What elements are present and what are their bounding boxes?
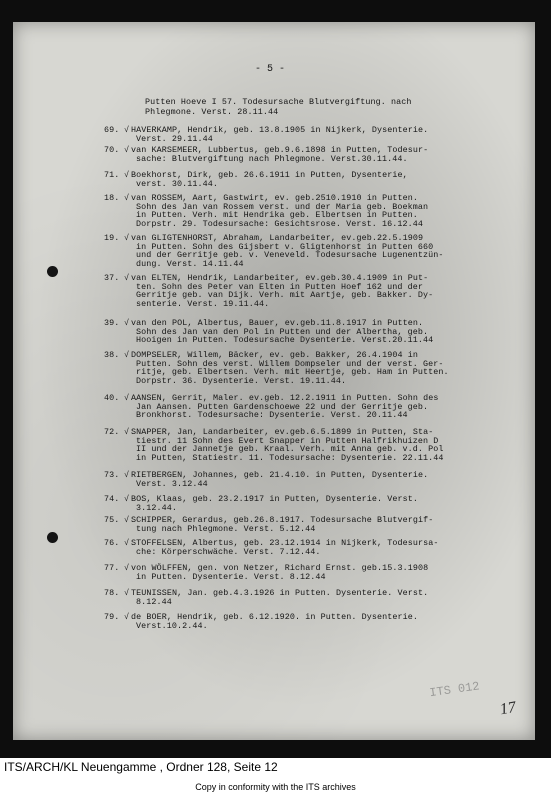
entry-number: 71. [104, 170, 120, 180]
entry-line: Gerritje geb. van Dijk. Verh. mit Aartje, geb. Bakker. Dy- [136, 290, 434, 301]
entry-number: 78. [104, 588, 120, 598]
entry-line: AANSEN, Gerrit, Maler. ev.geb. 12.2.1911 in Putten. Sohn des [131, 393, 439, 403]
entry-number: 73. [104, 470, 120, 480]
entry-number: 18. [104, 193, 120, 203]
check-mark-icon: √ [124, 145, 130, 155]
entry-line: Jan Aansen. Putten Gardenschoewe 22 und der Gerritje geb. [136, 401, 429, 412]
entry-line: senterie. Verst. 19.11.44. [136, 298, 270, 309]
entry-line: Bronkhorst. Todesursache: Dysenterie. Verst. 20.11.44 [136, 410, 408, 421]
entry-line: BOS, Klaas, geb. 23.2.1917 in Putten, Dysenterie. Verst. [131, 494, 419, 504]
entry-line: dung. Verst. 14.11.44 [136, 258, 244, 269]
intro-line: Phlegmone. Verst. 28.11.44 [145, 107, 279, 117]
entry-line: HAVERKAMP, Hendrik, geb. 13.8.1905 in Nijkerk, Dysenterie. [131, 125, 429, 135]
entry-line: STOFFELSEN, Albertus, geb. 23.12.1914 in Nijkerk, Todesursa- [131, 538, 439, 548]
entry-line: SNAPPER, Jan, Landarbeiter, ev.geb.6.5.1899 in Putten, Sta- [131, 427, 434, 437]
entry-line: ten. Sohn des Peter van Elten in Putten Hoef 162 und der [136, 281, 424, 292]
entry-line: tung nach Phlegmone. Verst. 5.12.44 [136, 523, 316, 534]
handwritten-page-mark: 17 [498, 698, 518, 719]
entry-line: van GLIGTENHORST, Abraham, Landarbeiter, ev.geb.22.5.1909 [131, 233, 424, 243]
entry-number: 19. [104, 233, 120, 243]
check-mark-icon: √ [124, 393, 130, 403]
punch-hole-top [47, 266, 58, 277]
entry-line: ritje, geb. Elbertsen. Verh. mit Heertje, geb. Ham in Putten. [136, 367, 449, 378]
entry-line: TEUNISSEN, Jan. geb.4.3.1926 in Putten. Dysenterie. Verst. [131, 588, 429, 598]
entry-line: van ELTEN, Hendrik, Landarbeiter, ev.geb.30.4.1909 in Put- [131, 273, 429, 283]
entry-line: tiestr. 11 Sohn des Evert Snapper in Putten Halfrikhuizen D [136, 435, 439, 446]
entry-number: 74. [104, 494, 120, 504]
check-mark-icon: √ [124, 612, 130, 622]
entry-number: 76. [104, 538, 120, 548]
entry-number: 38. [104, 350, 120, 360]
entry-line: in Putten. Sohn des Gijsbert v. Gligtenhorst in Putten 660 [136, 241, 434, 252]
entry-line: von WÖLFFEN, gen. von Netzer, Richard Ernst. geb.15.3.1908 [131, 563, 429, 573]
entry-line: Dorpstr. 36. Dysenterie. Verst. 19.11.44. [136, 375, 347, 386]
check-mark-icon: √ [124, 470, 130, 480]
entry-line: Boekhorst, Dirk, geb. 26.6.1911 in Putten, Dysenterie, [131, 170, 408, 180]
entry-number: 39. [104, 318, 120, 328]
entry-line: Dorpstr. 29. Todesursache: Gesichtsrose. Verst. 16.12.44 [136, 218, 424, 229]
punch-hole-bottom [47, 532, 58, 543]
check-mark-icon: √ [124, 273, 130, 283]
entry-line: de BOER, Hendrik, geb. 6.12.1920. in Putten. Dysenterie. [131, 612, 419, 622]
check-mark-icon: √ [124, 233, 130, 243]
entry-line: in Putten. Verh. mit Hendrika geb. Elbertsen in Putten. [136, 210, 418, 221]
entry-line: in Putten. Dysenterie. Verst. 8.12.44 [136, 571, 326, 582]
entry-line: sache: Blutvergiftung nach Phlegmone. Verst.30.11.44. [136, 153, 408, 164]
entry-line: che: Körperschwäche. Verst. 7.12.44. [136, 546, 321, 557]
entry-line: Verst. 29.11.44 [136, 133, 213, 144]
entry-number: 75. [104, 515, 120, 525]
check-mark-icon: √ [124, 125, 130, 135]
entry-number: 72. [104, 427, 120, 437]
entry-line: Sohn des Jan van den Pol in Putten und der Albertha, geb. [136, 326, 429, 337]
entry-number: 37. [104, 273, 120, 283]
check-mark-icon: √ [124, 515, 130, 525]
entry-number: 79. [104, 612, 120, 622]
check-mark-icon: √ [124, 538, 130, 548]
check-mark-icon: √ [124, 350, 130, 360]
check-mark-icon: √ [124, 193, 130, 203]
entry-number: 77. [104, 563, 120, 573]
entry-line: Putten. Sohn des verst. Willem Dompseler und der verst. Ger- [136, 358, 444, 369]
archive-stamp: ITS 012 [428, 679, 481, 701]
entry-line: van ROSSEM, Aart, Gastwirt, ev. geb.2510.1910 in Putten. [131, 193, 419, 203]
check-mark-icon: √ [124, 588, 130, 598]
entry-line: van KARSEMEER, Lubbertus, geb.9.6.1898 in Putten, Todesur- [131, 145, 429, 155]
check-mark-icon: √ [124, 318, 130, 328]
entry-line: Verst. 3.12.44 [136, 478, 208, 489]
entry-line: 8.12.44 [136, 596, 172, 607]
archive-caption: ITS/ARCH/KL Neuengamme , Ordner 128, Seite 12 [4, 760, 278, 774]
entry-line: Verst.10.2.44. [136, 620, 208, 631]
entry-line: SCHIPPER, Gerardus, geb.26.8.1917. Todesursache Blutvergif- [131, 515, 434, 525]
entry-number: 69. [104, 125, 120, 135]
check-mark-icon: √ [124, 170, 130, 180]
intro-line: Putten Hoeve I 57. Todesursache Blutvergiftung. nach [145, 97, 412, 107]
entry-line: verst. 30.11.44. [136, 178, 219, 189]
check-mark-icon: √ [124, 563, 130, 573]
entry-line: DOMPSELER, Willem, Bäcker, ev. geb. Bakker, 26.4.1904 in [131, 350, 419, 360]
check-mark-icon: √ [124, 494, 130, 504]
copy-note: Copy in conformity with the ITS archives [195, 782, 356, 792]
entry-number: 70. [104, 145, 120, 155]
entry-line: RIETBERGEN, Johannes, geb. 21.4.10. in Putten, Dysenterie. [131, 470, 429, 480]
entry-line: II und der Jannetje geb. Kraal. Verh. mit Anna geb. v.d. Pol [136, 444, 444, 455]
check-mark-icon: √ [124, 427, 130, 437]
entry-line: in Putten, Statiestr. 11. Todesursache: Dysenterie. 22.11.44 [136, 452, 444, 463]
entry-line: van den POL, Albertus, Bauer, ev.geb.11.8.1917 in Putten. [131, 318, 424, 328]
entry-line: und der Gerritje geb. v. Veneveld. Todesursache Lugenentzün- [136, 250, 444, 261]
entry-line: 3.12.44. [136, 502, 178, 513]
entry-number: 40. [104, 393, 120, 403]
page-number: - 5 - [255, 64, 286, 75]
entry-line: Hooigen in Putten. Todesursache Dysenterie. Verst.20.11.44 [136, 335, 434, 346]
entry-line: Sohn des Jan van Rossem verst. und der Maria geb. Boekman [136, 201, 429, 212]
